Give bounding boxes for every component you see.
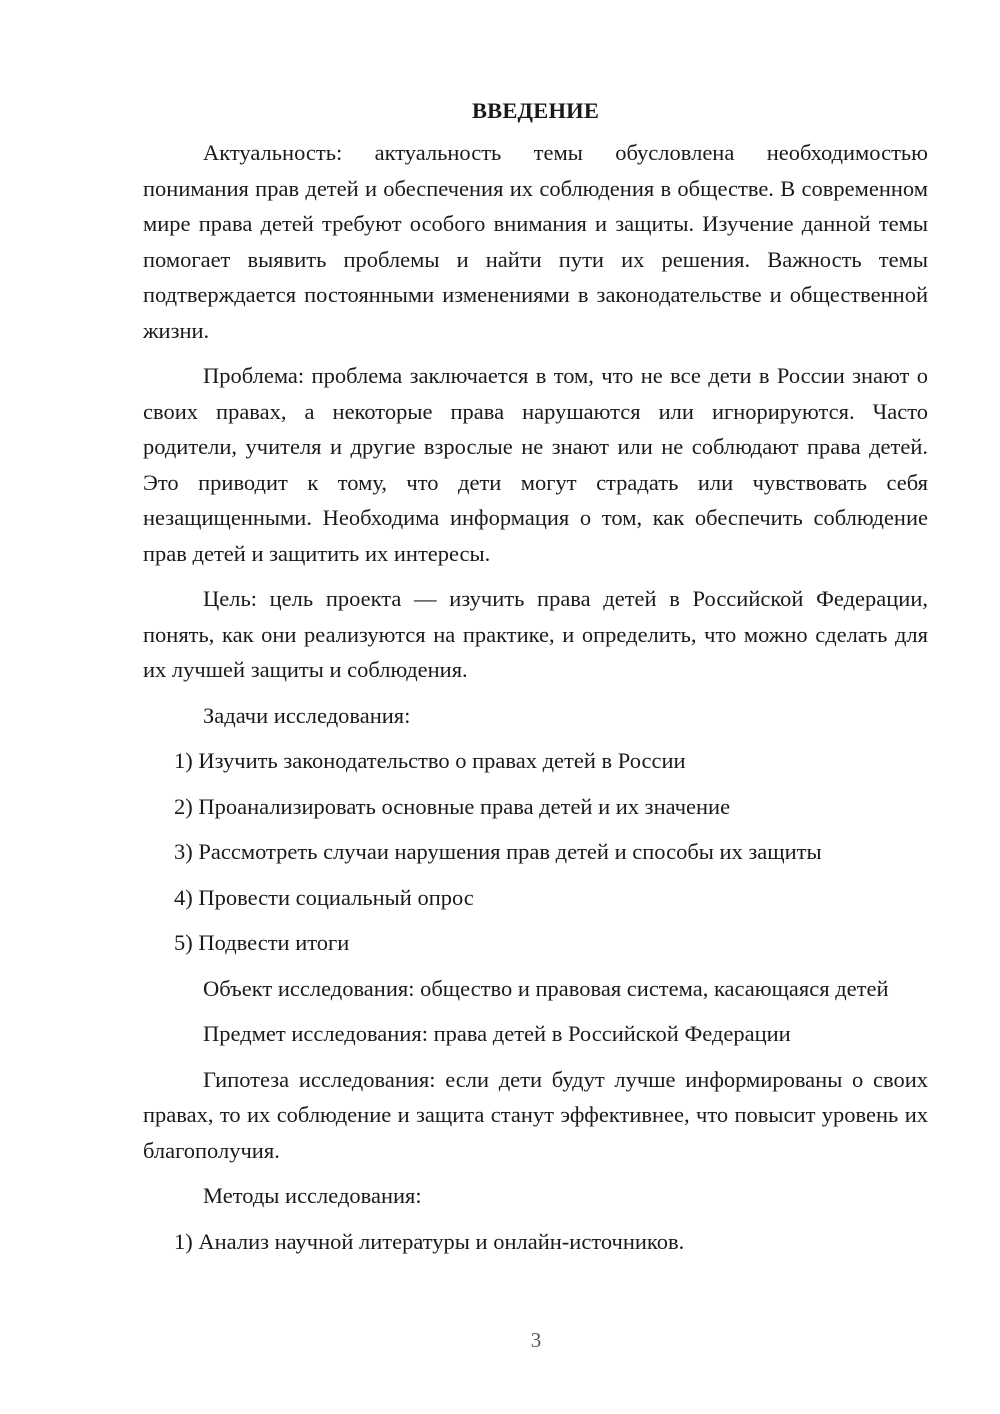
relevance-paragraph: Актуальность: актуальность темы обусловлена необходимостью понимания прав детей и обеспечения их соблюдения в обществе. В современном мире права детей требуют особого внимания и защиты. Изучение данной темы помогает выявить проблемы и найти пути их решения. Важность темы подтверждается постоянными изменениями в законодательстве и общественной жизни. [143, 140, 928, 343]
task-item: 1) Изучить законодательство о правах детей в России [174, 748, 686, 773]
hypothesis-paragraph: Гипотеза исследования: если дети будут лучше информированы о своих правах, то их соблюдение и защита станут эффективнее, что повысит уровень их благополучия. [143, 1066, 928, 1163]
object-paragraph: Объект исследования: общество и правовая система, касающаяся детей [203, 975, 889, 1001]
task-item: 4) Провести социальный опрос [174, 884, 474, 910]
page-title: ВВЕДЕНИЕ [471, 98, 600, 123]
task-item: 5) Подвести итоги [174, 930, 350, 955]
problem-paragraph: Проблема: проблема заключается в том, что не все дети в России знают о своих правах, а некоторые права нарушаются или игнорируются. Часто родители, учителя и другие взрослые не знают или не соблюдают права детей. Это приводит к тому, что дети могут страдать или чувствовать себя незащищенными. Необходима информация о том, как обеспечить соблюдение прав детей и защитить их интересы. [143, 363, 928, 566]
page-number: 3 [530, 1328, 542, 1352]
methods-heading: Методы исследования: [203, 1183, 422, 1208]
task-item: 2) Проанализировать основные права детей и их значение [174, 793, 731, 819]
goal-paragraph: Цель: цель проекта — изучить права детей в Российской Федерации, понять, как они реализуются на практике, и определить, что можно сделать для их лучшей защиты и соблюдения. [143, 586, 928, 682]
task-item: 3) Рассмотреть случаи нарушения прав детей и способы их защиты [174, 839, 822, 864]
document-page [143, 93, 928, 1269]
subject-paragraph: Предмет исследования: права детей в Российской Федерации [203, 1021, 791, 1046]
method-item: 1) Анализ научной литературы и онлайн-источников. [174, 1228, 685, 1254]
tasks-heading: Задачи исследования: [203, 702, 411, 728]
